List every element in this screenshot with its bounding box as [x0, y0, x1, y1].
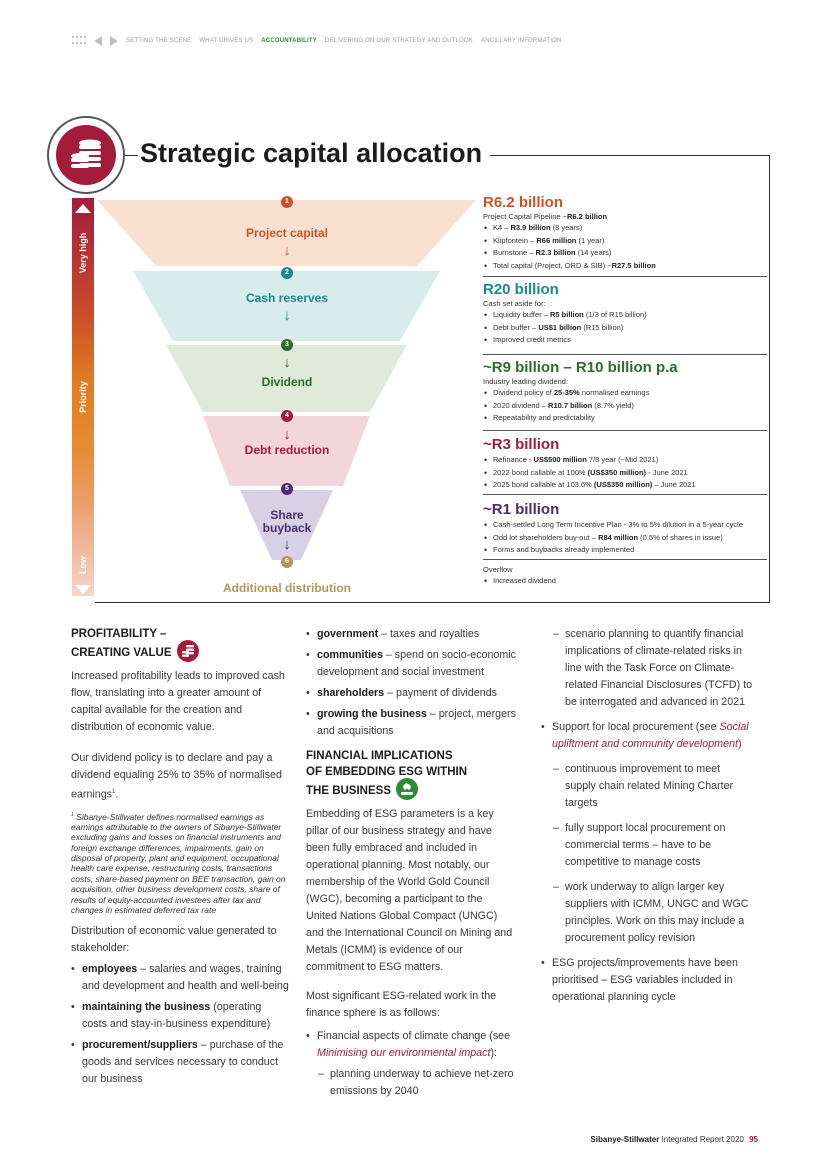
list-item: • communities – spend on socio-economic development and social investment: [306, 647, 516, 681]
funnel-label-dividend: Dividend: [261, 375, 313, 389]
list-item: • Dividend policy of 25-35% normalised earnings: [483, 387, 767, 400]
block-additional-distribution: [483, 565, 767, 588]
divider: [483, 494, 767, 495]
step-number-2: 2: [281, 267, 293, 279]
paragraph: Our dividend policy is to declare and pay a dividend equaling 25% to 35% of normalised earnings$^1$.: [71, 752, 282, 801]
priority-low-label: Low: [78, 556, 88, 574]
page-footer: [590, 1135, 758, 1144]
list-item: • Cash-settled Long Term Incentive Plan - 3% to 5% dilution in a 5-year cycle: [483, 519, 767, 532]
funnel-label-cash-reserves: Cash reserves: [245, 291, 329, 305]
list-item: • growing the business – project, mergers and acquisitions: [306, 706, 516, 740]
text-column-3: [541, 626, 753, 1010]
list-item: • Support for local procurement (see Social upliftment and community development): [541, 719, 753, 753]
divider: [483, 430, 767, 431]
list-item: • 2025 bond callable at 103.6% (US$350 million) – June 2021: [483, 479, 767, 492]
funnel-label-buyback: buyback: [262, 521, 312, 535]
arrow-down-icon: ↓: [283, 536, 291, 553]
funnel-label-debt-reduction: Debt reduction: [244, 443, 330, 457]
funnel-label-share: Share: [270, 508, 304, 522]
list-item: • ESG projects/improvements have been prioritised – ESG variables included in operational planning cycle: [541, 955, 753, 1006]
list-item: • Debt buffer – US$1 billion (R15 billion): [483, 322, 767, 335]
list-item: • Increased dividend: [483, 575, 767, 588]
paragraph: Embedding of ESG parameters is a key pillar of our business strategy and have been fully embraced and included in operational planning. Most notably, our membership of the World Gold Council (WGC), becoming a participant to the United Nations Global Compact (UNGC) and the International Council on Mining and Metals (ICMM) is evidence of our commitment to ESG matters.: [306, 808, 513, 973]
arrow-down-icon: ↓: [283, 426, 291, 443]
list-item: • maintaining the business (operating costs and stay-in-business expenditure): [71, 999, 289, 1033]
block-heading: ~R3 billion: [483, 436, 560, 453]
block-debt-reduction: [483, 436, 767, 492]
funnel-label-additional-distribution: Additional distribution: [223, 581, 351, 595]
block-subtitle: Cash set aside for:: [483, 299, 546, 308]
section-heading-financial-implications: FINANCIAL IMPLICATIONS OF EMBEDDING ESG WITHIN THE BUSINESS: [306, 748, 516, 802]
priority-very-high-label: Very high: [78, 232, 88, 274]
block-heading: R20 billion: [483, 281, 559, 298]
list-item: • procurement/suppliers – purchase of the goods and services necessary to conduct our business: [71, 1037, 289, 1088]
page-title: Strategic capital allocation: [140, 138, 483, 168]
list-item: • Financial aspects of climate change (see Minimising our environmental impact):: [306, 1028, 516, 1062]
block-dividend: [483, 359, 767, 425]
list-item: • Improved credit metrics: [483, 334, 767, 347]
list-item: • Repeatability and predictability: [483, 412, 767, 425]
funnel-label-project-capital: Project capital: [245, 226, 329, 240]
link-environmental-impact[interactable]: Minimising our environmental impact: [317, 1047, 491, 1059]
coins-icon: [177, 640, 199, 662]
list-item: • Forms and buybacks already implemented: [483, 544, 767, 557]
nav-setting-the-scene[interactable]: SETTING THE SCENE: [126, 38, 192, 44]
divider: [483, 559, 767, 560]
nav-ancillary-information[interactable]: ANCILLARY INFORMATION: [481, 38, 562, 44]
list-item: • K4 – R3.9 billion (8 years): [483, 222, 767, 235]
list-item: – continuous improvement to meet supply chain related Mining Charter targets: [553, 761, 753, 812]
list-item: • government – taxes and royalties: [306, 626, 516, 643]
step-number-4: 4: [281, 410, 293, 422]
funnel-tier-cash-reserves: [133, 271, 440, 341]
list-item: • 2022 bond callable at 100% (US$350 million) - June 2021: [483, 467, 767, 480]
step-number-5: 5: [281, 483, 293, 495]
list-item: • Total capital (Project, ORD & SIB) ~R27.5 billion: [483, 260, 767, 273]
block-project-capital: [483, 194, 767, 272]
priority-label: Priority: [78, 381, 88, 413]
nav-what-drives-us[interactable]: WHAT DRIVES US: [199, 38, 254, 44]
list-item: – work underway to align larger key suppliers with ICMM, UNGC and WGC principles. Work on this may include a procurement policy revision: [553, 879, 753, 947]
link-social-upliftment[interactable]: Social upliftment and community development: [552, 721, 749, 750]
block-heading: ~R1 billion: [483, 501, 560, 518]
list-item: – fully support local procurement on commercial terms – have to be competitive to manage costs: [553, 820, 753, 871]
block-cash-reserves: [483, 281, 767, 347]
list-item: • Liquidity buffer – R5 billion (1/3 of R15 billion): [483, 309, 767, 322]
list-item: • Refinance - US$500 million 7/8 year (~Mid 2021): [483, 454, 767, 467]
block-heading: R6.2 billion: [483, 194, 564, 211]
nav-delivering-strategy[interactable]: DELIVERING ON OUR STRATEGY AND OUTLOOK: [324, 38, 473, 44]
list-item: • Odd lot shareholders buy-out – R84 million (0.5% of shares in issue): [483, 532, 767, 545]
nav-accountability[interactable]: ACCOUNTABILITY: [261, 38, 317, 44]
block-heading: ~R9 billion – R10 billion p.a: [483, 359, 678, 376]
page-number: 95: [749, 1135, 758, 1144]
text-column-1: [71, 626, 289, 1092]
leaf-hand-icon: [396, 778, 418, 800]
divider: [483, 276, 767, 277]
text-column-2: [306, 626, 516, 1104]
footnote: $^1$ Sibanye-Stillwater defines normalised earnings as earnings attributable to the owners of Sibanye-Stillwater excluding gains and losses on financial instruments and foreign exchange differences, impairments, gain on disposal of property, plant and equipment, occupational health care expense, restructuring costs, transactions costs, share-based payment on BEE transaction, gain on acquisition, other business development costs, share of results of equity-accounted investees after tax and changes in estimated deferred tax rate: [71, 811, 286, 916]
arrow-down-icon: ↓: [283, 307, 291, 324]
block-subtitle: Project Capital Pipeline ~R6.2 billion: [483, 212, 608, 221]
list-item: – scenario planning to quantify financial implications of climate-related risks in line with the Task Force on Climate-related Financial Disclosures (TCFD) to be interrogated and advanced in 2021: [553, 626, 753, 711]
section-heading-profitability: PROFITABILITY – CREATING VALUE: [71, 626, 289, 664]
block-share-buyback: [483, 501, 767, 557]
list-item: • 2020 dividend – R10.7 billion (8.7% yield): [483, 400, 767, 413]
step-number-1: 1: [281, 196, 293, 208]
block-subtitle: Overflow: [483, 565, 513, 574]
list-item: • shareholders – payment of dividends: [306, 685, 516, 702]
paragraph: Distribution of economic value generated to stakeholder:: [71, 925, 277, 955]
list-item: • Burnstone – R2.3 billion (14 years): [483, 247, 767, 260]
paragraph: Increased profitability leads to improved cash flow, translating into a greater amount of capital available for the creation and distribution of economic value.: [71, 670, 285, 733]
footer-document: Integrated Report 2020: [661, 1135, 744, 1144]
footer-company: Sibanye-Stillwater: [590, 1135, 660, 1144]
arrow-down-icon: ↓: [283, 354, 291, 371]
step-number-3: 3: [281, 339, 293, 351]
block-subtitle: Industry leading dividend:: [483, 377, 569, 386]
list-item: – planning underway to achieve net-zero emissions by 2040: [318, 1066, 516, 1100]
arrow-down-icon: ↓: [283, 242, 291, 259]
list-item: • employees – salaries and wages, training and development and health and well-being: [71, 961, 289, 995]
list-item: • Klipfontein – R66 million (1 year): [483, 235, 767, 248]
divider: [483, 354, 767, 355]
paragraph: Most significant ESG-related work in the finance sphere is as follows:: [306, 990, 497, 1019]
step-number-6: 6: [281, 556, 293, 568]
